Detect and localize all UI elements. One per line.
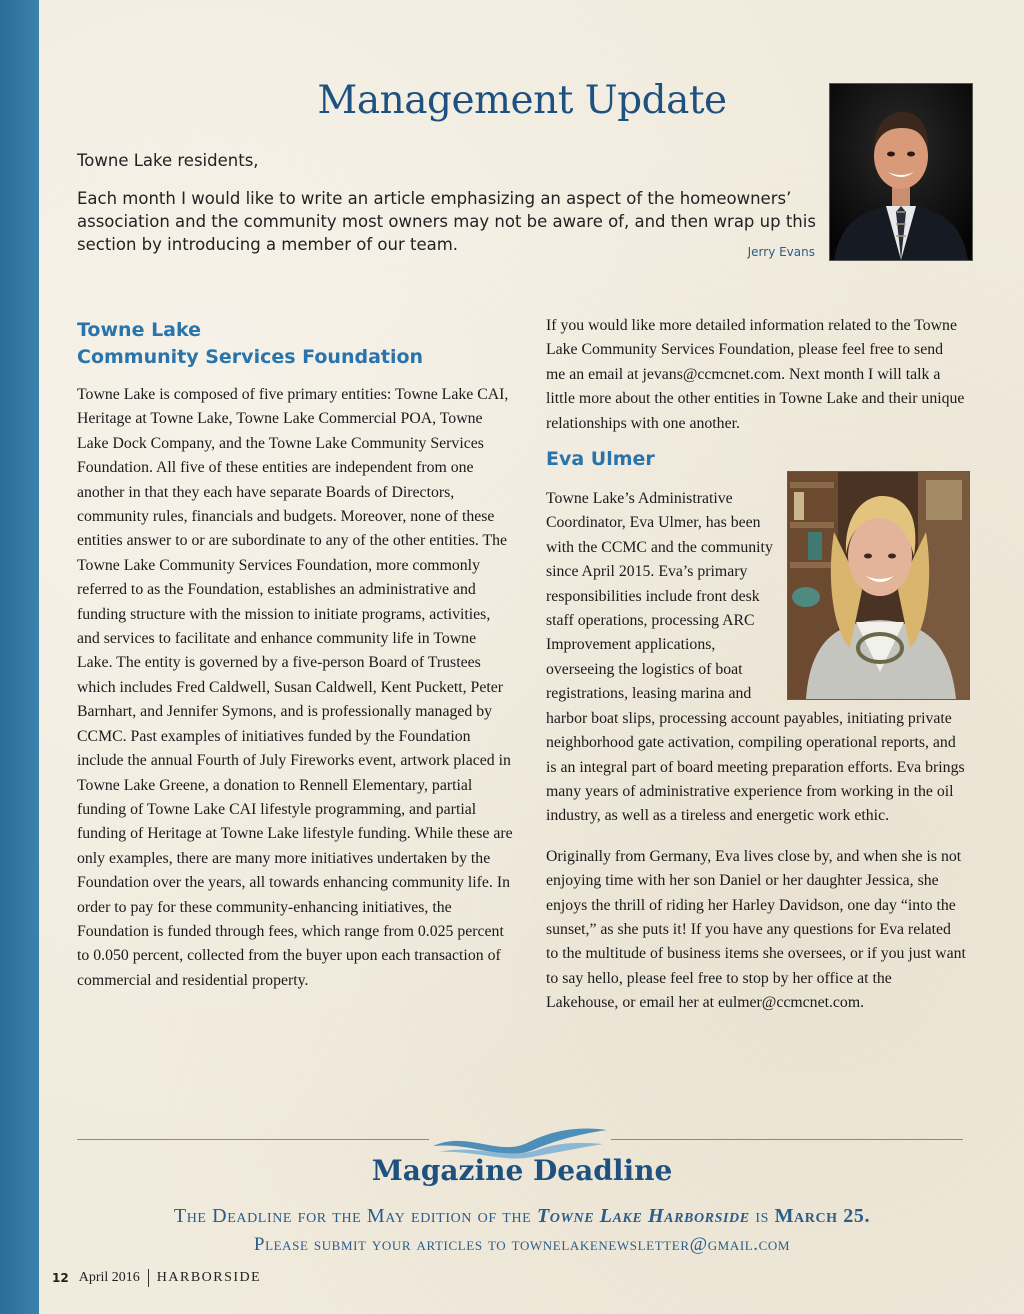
article-left-column — [77, 317, 513, 993]
magazine-name: HARBORSIDE — [156, 1270, 262, 1285]
article-heading-line1: Towne Lake — [77, 319, 202, 341]
page-spine-stripe — [0, 0, 39, 1314]
page-footer — [52, 1269, 261, 1287]
deadline-publication: Towne Lake Harborside — [536, 1205, 750, 1227]
jerry-evans-portrait — [829, 83, 973, 261]
deadline-is: is — [755, 1205, 769, 1227]
divider-rule-left — [77, 1139, 429, 1140]
eva-ulmer-paragraph-2: Originally from Germany, Eva lives close by, and when she is not enjoying time with her son Daniel or her daughter Jessica, she enjoys the thrill of riding her Harley Davidson, one day “into the sunset,” as she puts it! If you have any questions for Eva related to the multitude of business items she oversees, or if you just want to say hello, please feel free to stop by her office at the Lakehouse, or email her at eulmer@ccmcnet.com. — [546, 847, 966, 1012]
eva-ulmer-photo — [787, 471, 970, 700]
eva-ulmer-paragraph-1: Towne Lake’s Administrative Coordinator, Eva Ulmer, has been with the CCMC and the community since April 2015. Eva’s primary responsibilities include front desk staff operations, processing ARC Improvement applications, overseeing the logistics of boat registrations, leasing marina and harbor boat slips, processing account payables, initiating private neighborhood gate activation, compiling operational reports, and is an integral part of board meeting preparation efforts. Eva brings many years of administrative experience from working in the oil industry, as well as a tireless and energetic work ethic. — [546, 490, 965, 825]
intro-paragraph: Each month I would like to write an article emphasizing an aspect of the homeowners’ association and the community most owners may not be aware of, and then wrap up this section by introducing a member of our team. — [77, 189, 816, 254]
article-continuation: If you would like more detailed information related to the Towne Lake Community Services Foundation, please feel free to send me an email at jevans@ccmcnet.com. Next month I will talk a little more about the other entities in Towne Lake and their unique relationships with one another. — [546, 317, 965, 432]
issue-date: April 2016 — [78, 1270, 140, 1285]
page-title: Management Update — [317, 78, 727, 123]
page-number: 12 — [52, 1271, 69, 1285]
footer-separator — [148, 1269, 149, 1287]
article-heading-line2: Community Services Foundation — [77, 346, 424, 368]
portrait-caption: Jerry Evans — [747, 245, 815, 259]
deadline-date: March 25. — [774, 1205, 871, 1227]
deadline-line-2: Please submit your articles to townelakenewsletter@gmail.com — [253, 1234, 791, 1255]
intro-greeting: Towne Lake residents, — [77, 151, 259, 170]
article-right-column — [546, 314, 966, 1016]
magazine-deadline-title: Magazine Deadline — [371, 1154, 673, 1187]
eva-ulmer-heading: Eva Ulmer — [546, 448, 655, 471]
deadline-prefix: The Deadline for the May edition of the — [173, 1205, 532, 1227]
article-body: Towne Lake is composed of five primary entities: Towne Lake CAI, Heritage at Towne Lake, Towne Lake Commercial POA, Towne Lake Dock Company, and the Towne Lake Community Services Foundation. All five of these entities are independent from one another in that they each have separate Boards of Directors, community rules, financials and budgets. Moreover, none of these entities answer to or are subordinate to any of the other entities. The Towne Lake Community Services Foundation, more commonly referred to as the Foundation, establishes an administrative and funding structure with the mission to initiate programs, activities, and services to facilitate and enhance community life in Towne Lake. The entity is governed by a five-person Board of Trustees which includes Fred Caldwell, Susan Caldwell, Kent Puckett, Peter Barnhart, and Jennifer Symons, and is professionally managed by CCMC. Past examples of initiatives funded by the Foundation include the annual Fourth of July Fireworks event, artwork placed in Towne Lake Greene, a donation to Rennell Elementary, partial funding of Towne Lake CAI lifestyle programming, and partial funding of Heritage at Towne Lake lifestyle funding. While these are only examples, there are many more initiatives undertaken by the Foundation over the years, all towards enhancing community life. In order to pay for these community-enhancing initiatives, the Foundation is funded through fees, which range from 0.025 percent to 0.050 percent, collected from the buyer upon each transaction of commercial and residential property. — [77, 386, 513, 989]
divider-rule-right — [611, 1139, 963, 1140]
article-heading — [77, 317, 513, 371]
deadline-line-1 — [0, 1205, 1024, 1228]
